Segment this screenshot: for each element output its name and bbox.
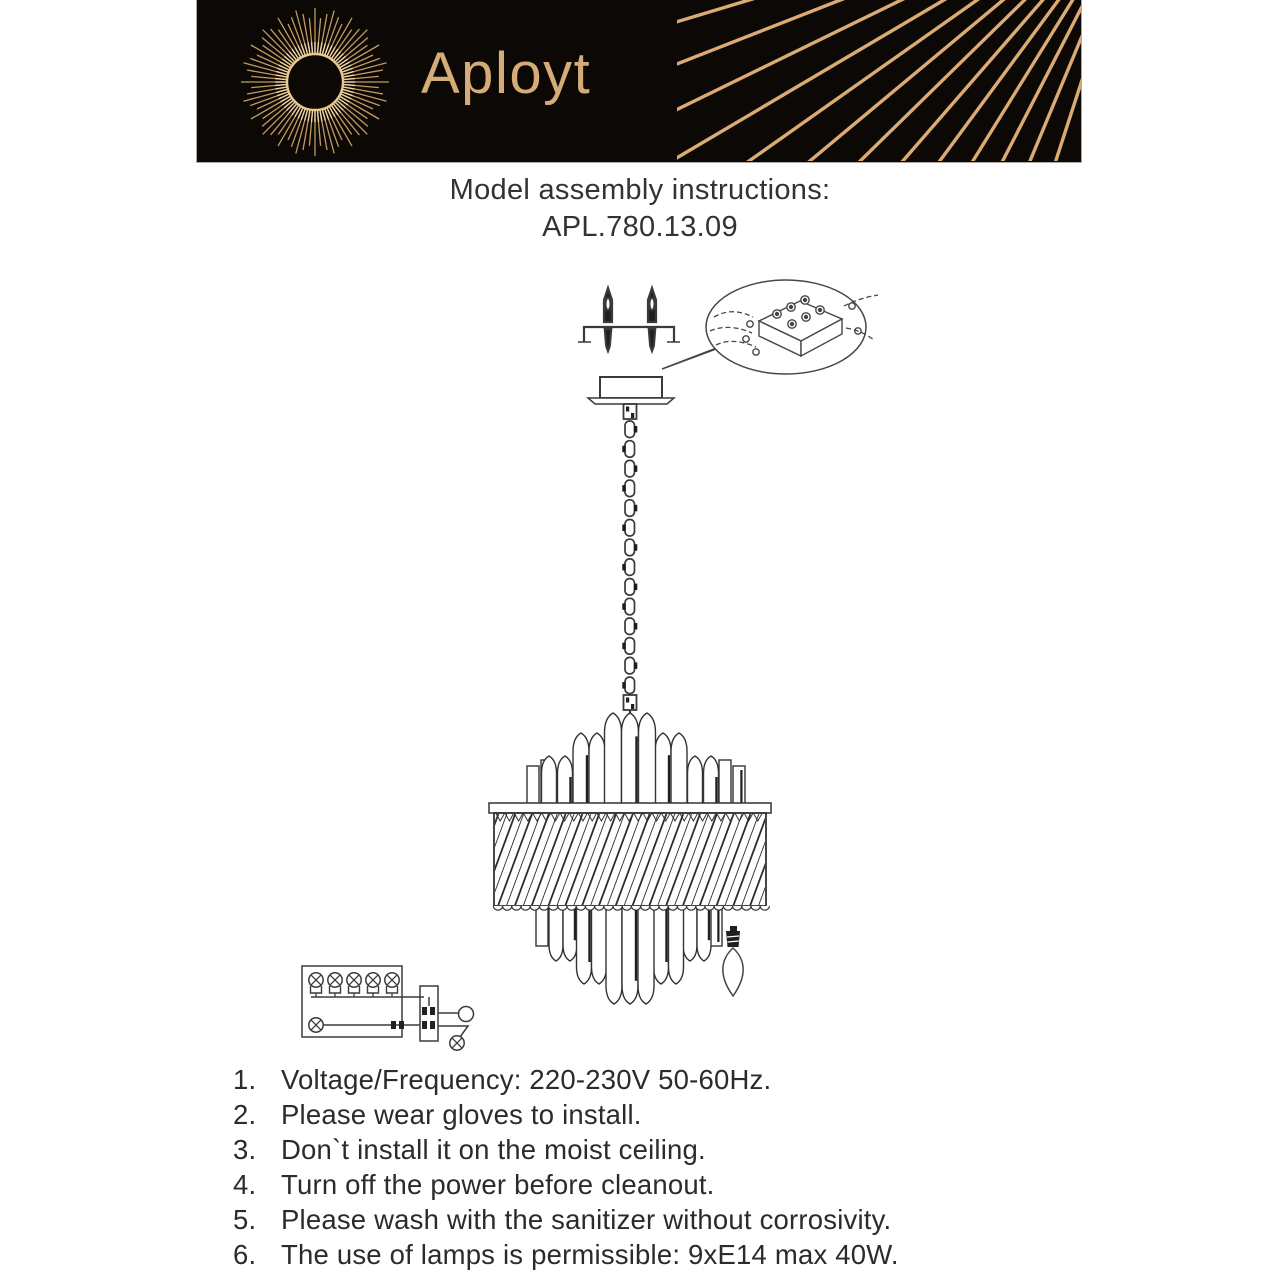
spare-bulb-icon [723,926,743,996]
page-title: Model assembly instructions: [449,174,831,206]
instruction-text: The use of lamps is permissible: 9xE14 max 40W. [281,1239,899,1270]
instruction-number: 6. [233,1239,257,1270]
instruction-number: 4. [233,1169,257,1200]
mounting-screws-icon [578,288,680,351]
pleated-drum-shade-icon [456,803,801,910]
terminal-block-callout-icon [662,280,878,374]
ceiling-canopy-icon [588,377,674,419]
instruction-list [0,1062,1280,1272]
instruction-item [0,1132,1280,1167]
instruction-text: Please wash with the sanitizer without corrosivity. [281,1204,892,1235]
instruction-item [0,1167,1280,1202]
instruction-text: Don`t install it on the moist ceiling. [281,1134,706,1165]
instruction-text: Turn off the power before cleanout. [281,1169,715,1200]
instruction-number: 1. [233,1064,257,1095]
model-number: APL.780.13.09 [542,211,738,243]
hanging-chain-icon [622,421,637,694]
instruction-item [0,1237,1280,1272]
instruction-number: 2. [233,1099,257,1130]
instruction-text: Please wear gloves to install. [281,1099,642,1130]
brand-logo-text: Aployt [421,41,592,106]
instruction-item [0,1202,1280,1237]
instruction-number: 5. [233,1204,257,1235]
instruction-number: 3. [233,1134,257,1165]
instruction-item [0,1097,1280,1132]
wiring-diagram-icon [302,966,474,1050]
instruction-item [0,1062,1280,1097]
instruction-text: Voltage/Frequency: 220-230V 50-60Hz. [281,1064,772,1095]
